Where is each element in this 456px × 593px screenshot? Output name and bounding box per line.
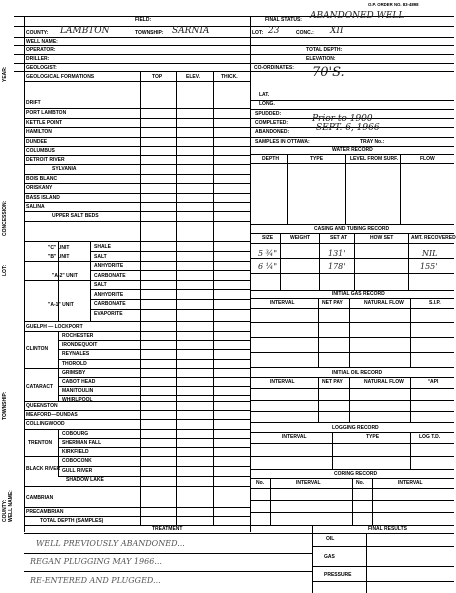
formation-bois-blanc: BOIS BLANC (26, 176, 58, 182)
driller-label: DRILLER: (26, 56, 50, 62)
final-results-title: FINAL RESULTS (368, 526, 407, 532)
treatment-line-1: WELL PREVIOUSLY ABANDONED... (36, 539, 185, 548)
formation-trenton: TRENTON (28, 440, 53, 446)
formation-detroit-river: DETROIT RIVER (26, 157, 65, 163)
formation-guelph-lockport: GUELPH — LOCKPORT (26, 324, 83, 330)
lot-label: LOT: (252, 30, 264, 36)
side-lot-label: LOT: (2, 264, 8, 276)
abandoned-value: SEPT. 6, 1966 (316, 123, 380, 133)
total-depth-samples: TOTAL DEPTH (SAMPLES) (40, 518, 104, 524)
conc-value: XII (330, 26, 344, 36)
formation-shale: SHALE (94, 244, 111, 250)
logging-col-type: TYPE (366, 434, 380, 440)
casing-row1-set-at: 131' (328, 249, 346, 258)
water-record-title: WATER RECORD (332, 147, 373, 153)
casing-col-size: SIZE (262, 235, 274, 241)
formation-port-lambton: PORT LAMBTON (26, 110, 67, 116)
final-results-gas: GAS (324, 554, 335, 560)
gas-col-sip: S.I.P. (429, 300, 441, 306)
county-value: LAMBTON (60, 26, 110, 36)
formation-cataract: CATARACT (26, 384, 54, 390)
coring-col-no-1: No. (256, 480, 265, 486)
coordinates-label: CO-ORDINATES: (254, 65, 294, 71)
casing-col-recovered: AMT. RECOVERED (411, 235, 456, 241)
formation-evaporite: EVAPORITE (94, 311, 123, 317)
side-concession-label: CONCESSION: (2, 200, 8, 236)
formation-meaford-dundas: MEAFORD—DUNDAS (26, 412, 78, 418)
side-year-label: YEAR: (2, 66, 8, 82)
casing-row1-size: 5 ¾" (258, 249, 278, 258)
total-depth-label: TOTAL DEPTH: (306, 47, 343, 53)
casing-row1-recovered: NIL (422, 249, 438, 258)
operator-label: OPERATOR: (26, 47, 56, 53)
formation-columbus: COLUMBUS (26, 148, 55, 154)
casing-row2-set-at: 178' (328, 262, 346, 271)
formation-shadow-lake: SHADOW LAKE (66, 477, 104, 483)
casing-col-set-at: SET AT (330, 235, 348, 241)
side-county-label: COUNTY: (2, 499, 8, 522)
coordinates-value: 70'S. (312, 65, 345, 80)
elevation-label: ELEVATION: (306, 56, 336, 62)
formation-bass-island: BASS ISLAND (26, 195, 60, 201)
formation-drift: DRIFT (26, 100, 41, 106)
final-status-label: FINAL STATUS: (265, 17, 302, 23)
gas-record-title: INITIAL GAS RECORD (332, 291, 385, 297)
formation-clinton: CLINTON (26, 346, 49, 352)
township-value: SARNIA (172, 26, 210, 36)
samples-in-ottawa-label: SAMPLES IN OTTAWA: (255, 139, 310, 145)
gas-col-natural-flow: NATURAL FLOW (364, 300, 404, 306)
formation-sherman-fall: SHERMAN FALL (62, 440, 102, 446)
water-col-flow: FLOW (420, 156, 435, 162)
treatment-line-2: REGAN PLUGGING MAY 1966... (30, 557, 162, 566)
formation-sylvania: SYLVANIA (52, 166, 77, 172)
formation-cambrian: CAMBRIAN (26, 495, 54, 501)
well-name-label: WELL NAME: (26, 39, 58, 45)
final-results-oil: OIL (326, 536, 335, 542)
formation-rochester: ROCHESTER (62, 333, 94, 339)
casing-col-weight: WEIGHT (290, 235, 310, 241)
formation-thorold: THOROLD (62, 361, 87, 367)
lot-value: 23 (268, 26, 280, 36)
completed-label: COMPLETED: (255, 120, 289, 126)
oil-record-title: INITIAL OIL RECORD (332, 370, 383, 376)
top-col-header: TOP (152, 74, 163, 80)
formation-reynales: REYNALES (62, 351, 90, 357)
gas-col-net-pay: NET PAY (322, 300, 343, 306)
oil-col-api: °API (428, 379, 439, 385)
formation-carbonate: CARBONATE (94, 273, 126, 279)
completed-value: Prior to 1900 (312, 114, 373, 124)
formation-upper-salt-beds: UPPER SALT BEDS (52, 213, 99, 219)
logging-record-title: LOGGING RECORD (332, 425, 379, 431)
coring-col-interval-2: INTERVAL (398, 480, 423, 486)
coring-record-title: CORING RECORD (334, 471, 378, 477)
formation-kirkfield: KIRKFIELD (62, 449, 89, 455)
casing-row2-size: 6 ¼" (258, 262, 278, 271)
formation-coboconk: COBOCONK (62, 458, 92, 464)
lat-label: LAT. (259, 92, 270, 98)
formation-b-unit: "B" UNIT (48, 254, 70, 260)
formation-dundee: DUNDEE (26, 139, 48, 145)
conc-label: CONC.: (296, 30, 314, 36)
township-label: TOWNSHIP: (135, 30, 164, 36)
final-status-value: ABANDONED WELL (310, 11, 405, 21)
oil-col-interval: INTERVAL (270, 379, 295, 385)
order-number: O.P. ORDER NO. 83-4898 (368, 2, 419, 7)
formation-gull-river: GULL RIVER (62, 468, 93, 474)
formation-kettle-point: KETTLE POINT (26, 120, 63, 126)
coring-col-no-2: No. (356, 480, 365, 486)
spudded-label: SPUDDED: (255, 111, 282, 117)
abandoned-label: ABANDONED: (255, 129, 290, 135)
water-col-depth: DEPTH (262, 156, 279, 162)
logging-col-interval: INTERVAL (282, 434, 307, 440)
formation-cobourg: COBOURG (62, 431, 89, 437)
elev-col-header: ELEV. (186, 74, 200, 80)
formation-salt: SALT (94, 254, 107, 260)
formation-carbonate-2: CARBONATE (94, 301, 126, 307)
coring-col-interval-1: INTERVAL (296, 480, 321, 486)
treatment-line-3: RE-ENTERED AND PLUGGED... (30, 576, 161, 585)
county-label: COUNTY: (26, 30, 49, 36)
formation-grimsby: GRIMSBY (62, 370, 86, 376)
formations-header: GEOLOGICAL FORMATIONS (26, 74, 95, 80)
casing-col-how-set: HOW SET (370, 235, 394, 241)
treatment-title: TREATMENT (152, 526, 183, 532)
water-col-level: LEVEL FROM SURF. (350, 156, 398, 162)
formation-collingwood: COLLINGWOOD (26, 421, 65, 427)
formation-whirlpool: WHIRLPOOL (62, 397, 93, 403)
formation-salt-2: SALT (94, 282, 107, 288)
final-results-pressure: PRESSURE (324, 572, 352, 578)
oil-col-net-pay: NET PAY (322, 379, 343, 385)
formation-salina: SALINA (26, 204, 45, 210)
formation-a1-unit: "A-1" UNIT (48, 302, 74, 308)
formation-cabot-head: CABOT HEAD (62, 379, 96, 385)
formation-a2-unit: "A-2" UNIT (52, 273, 78, 279)
formation-anhydrite: ANHYDRITE (94, 263, 124, 269)
formation-queenston: QUEENSTON (26, 403, 58, 409)
formation-precambrian: PRECAMBRIAN (26, 509, 64, 515)
gas-col-interval: INTERVAL (270, 300, 295, 306)
field-label: FIELD: (135, 17, 152, 23)
formation-irondequoit: IRONDEQUOIT (62, 342, 98, 348)
formation-anhydrite-2: ANHYDRITE (94, 292, 124, 298)
side-township-label: TOWNSHIP: (2, 391, 8, 420)
oil-col-natural-flow: NATURAL FLOW (364, 379, 404, 385)
formation-black-river: BLACK RIVER (26, 466, 61, 472)
long-label: LONG. (259, 101, 275, 107)
formation-c-unit: "C" UNIT (48, 245, 70, 251)
thick-col-header: THICK. (221, 74, 238, 80)
formation-hamilton: HAMILTON (26, 129, 52, 135)
side-well-name-label: WELL NAME: (8, 490, 14, 522)
logging-col-log-td: LOG T.D. (419, 434, 441, 440)
water-col-type: TYPE (310, 156, 324, 162)
casing-record-title: CASING AND TUBING RECORD (314, 226, 390, 232)
formation-oriskany: ORISKANY (26, 185, 53, 191)
formation-manitoulin: MANITOULIN (62, 388, 94, 394)
casing-row2-recovered: 155' (420, 262, 438, 271)
geologist-label: GEOLOGIST: (26, 65, 57, 71)
tray-no-label: TRAY No.: (360, 139, 385, 145)
